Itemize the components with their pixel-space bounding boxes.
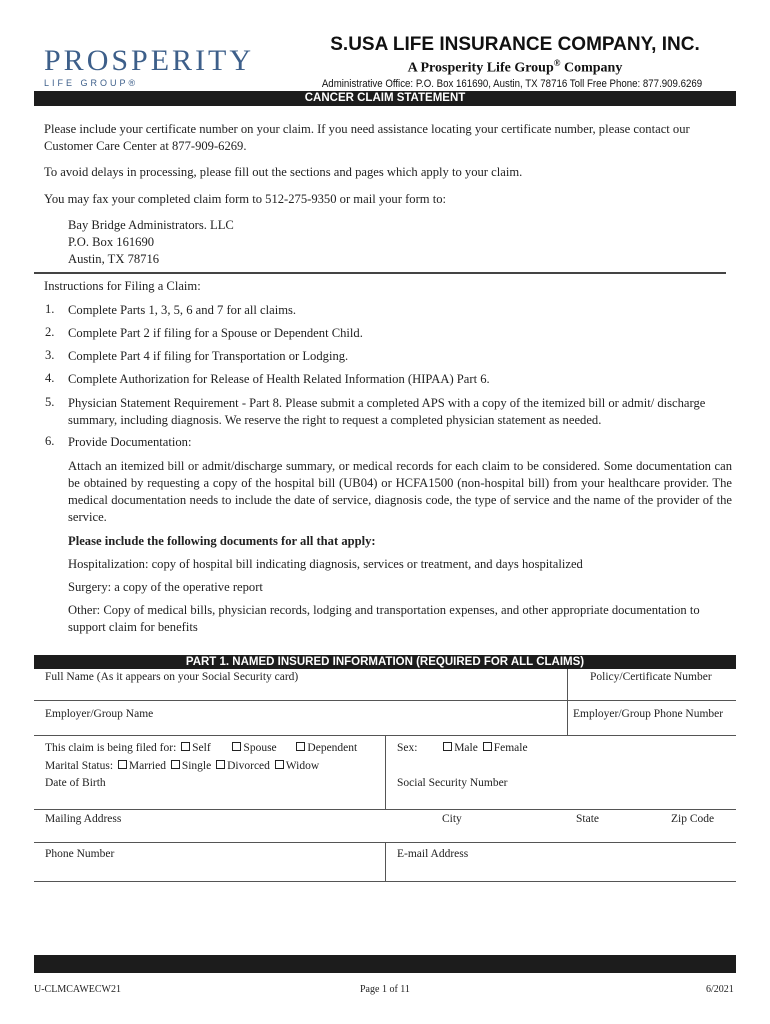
company-name: S.USA LIFE INSURANCE COMPANY, INC. (330, 34, 700, 55)
policy-number-field[interactable]: Policy/Certificate Number (590, 671, 712, 683)
company-logo (44, 46, 284, 88)
field-divider (385, 842, 386, 881)
field-divider (34, 881, 736, 882)
part1-title: PART 1. NAMED INSURED INFORMATION (REQUIRED FOR ALL CLAIMS) (34, 655, 736, 669)
section-divider (34, 272, 726, 274)
instruction-number: 4. (45, 371, 55, 385)
employer-name-field[interactable]: Employer/Group Name (45, 708, 154, 720)
form-code: U-CLMCAWECW21 (34, 984, 121, 995)
filed-for-row: This claim is being filed for: Self Spouse Dependent (45, 742, 358, 754)
logo-wordmark: PROSPERITY (44, 44, 255, 77)
zip-code-field[interactable]: Zip Code (671, 813, 715, 825)
instruction-number: 6. (45, 434, 55, 448)
documents-heading: Please include the following documents for all that apply: (68, 534, 376, 548)
intro-paragraph-2: To avoid delays in processing, please fill out the sections and pages which apply to your claim. (44, 165, 523, 179)
instructions-heading: Instructions for Filing a Claim: (44, 279, 201, 293)
marital-status-row: Marital Status: Married Single Divorced Widow (45, 760, 320, 772)
instruction-item: Complete Parts 1, 3, 5, 6 and 7 for all claims. (68, 303, 297, 317)
ssn-field[interactable]: Social Security Number (397, 777, 508, 789)
instruction-number: 2. (45, 325, 55, 339)
self-checkbox[interactable] (181, 742, 190, 751)
field-divider (34, 809, 736, 810)
female-checkbox[interactable] (483, 742, 492, 751)
dependent-checkbox[interactable] (296, 742, 305, 751)
field-divider (34, 700, 736, 701)
form-title: CANCER CLAIM STATEMENT (34, 91, 736, 106)
widow-checkbox[interactable] (275, 760, 284, 769)
instruction-number: 1. (45, 302, 55, 316)
sex-row: Sex: Male Female (397, 742, 528, 754)
full-name-field[interactable]: Full Name (As it appears on your Social Security card) (45, 671, 299, 683)
instruction-number: 3. (45, 348, 55, 362)
mail-to-box: P.O. Box 161690 (68, 235, 155, 249)
city-field[interactable]: City (442, 813, 462, 825)
instruction-item: Provide Documentation: (68, 435, 192, 449)
mailing-address-field[interactable]: Mailing Address (45, 813, 122, 825)
phone-number-field[interactable]: Phone Number (45, 848, 115, 860)
other-requirement: Other: Copy of medical bills, physician records, lodging and transportation expenses, and other appropriate documentation to support claim for benefits (68, 603, 700, 634)
date-of-birth-field[interactable]: Date of Birth (45, 777, 106, 789)
married-checkbox[interactable] (118, 760, 127, 769)
email-field[interactable]: E-mail Address (397, 848, 469, 860)
footer-bar (34, 955, 736, 973)
employer-phone-field[interactable]: Employer/Group Phone Number (573, 708, 724, 720)
instruction-item: Complete Part 4 if filing for Transportation or Lodging. (68, 349, 349, 363)
instruction-item: Complete Part 2 if filing for a Spouse or Dependent Child. (68, 326, 363, 340)
hospitalization-requirement: Hospitalization: copy of hospital bill indicating diagnosis, services or treatment, and days hospitalized (68, 557, 583, 571)
intro-paragraph-3: You may fax your completed claim form to 512-275-9350 or mail your form to: (44, 192, 446, 206)
instruction-item: Complete Authorization for Release of Health Related Information (HIPAA) Part 6. (68, 372, 490, 386)
intro-paragraph-1: Please include your certificate number on your claim. If you need assistance locating your certificate number, please contact our Customer Care Center at 877-909-6269. (44, 122, 690, 153)
company-subtitle: A Prosperity Life Group® Company (407, 58, 623, 76)
field-divider (567, 669, 568, 735)
state-field[interactable]: State (576, 813, 599, 825)
divorced-checkbox[interactable] (216, 760, 225, 769)
company-address: Administrative Office: P.O. Box 161690, Austin, TX 78716 Toll Free Phone: 877.909.6269 (321, 78, 703, 90)
male-checkbox[interactable] (443, 742, 452, 751)
mail-to-city: Austin, TX 78716 (68, 252, 160, 266)
single-checkbox[interactable] (171, 760, 180, 769)
logo-subtitle: LIFE GROUP® (44, 78, 139, 88)
mail-to-name: Bay Bridge Administrators. LLC (68, 218, 234, 232)
instruction-number: 5. (45, 395, 55, 409)
field-divider (385, 736, 386, 809)
documentation-paragraph: Attach an itemized bill or admit/discharge summary, or medical records for each claim to be considered. Some documentation can be obtained by requesting a copy of the hospital bill (UB04) or HCFA1500 (non-hospital bill) from your healthcare provider. The medical documentation needs to include the date of service, diagnosis code, the type of service and the name of the provider of the service. (68, 459, 732, 524)
page-number: Page 1 of 11 (360, 984, 410, 995)
instruction-item: Physician Statement Requirement - Part 8. Please submit a completed APS with a copy of the itemized bill or admit/ discharge summary, including diagnosis. We reserve the right to request a completed physician statement as needed. (68, 396, 706, 427)
form-date: 6/2021 (706, 984, 734, 995)
spouse-checkbox[interactable] (232, 742, 241, 751)
surgery-requirement: Surgery: a copy of the operative report (68, 580, 263, 594)
